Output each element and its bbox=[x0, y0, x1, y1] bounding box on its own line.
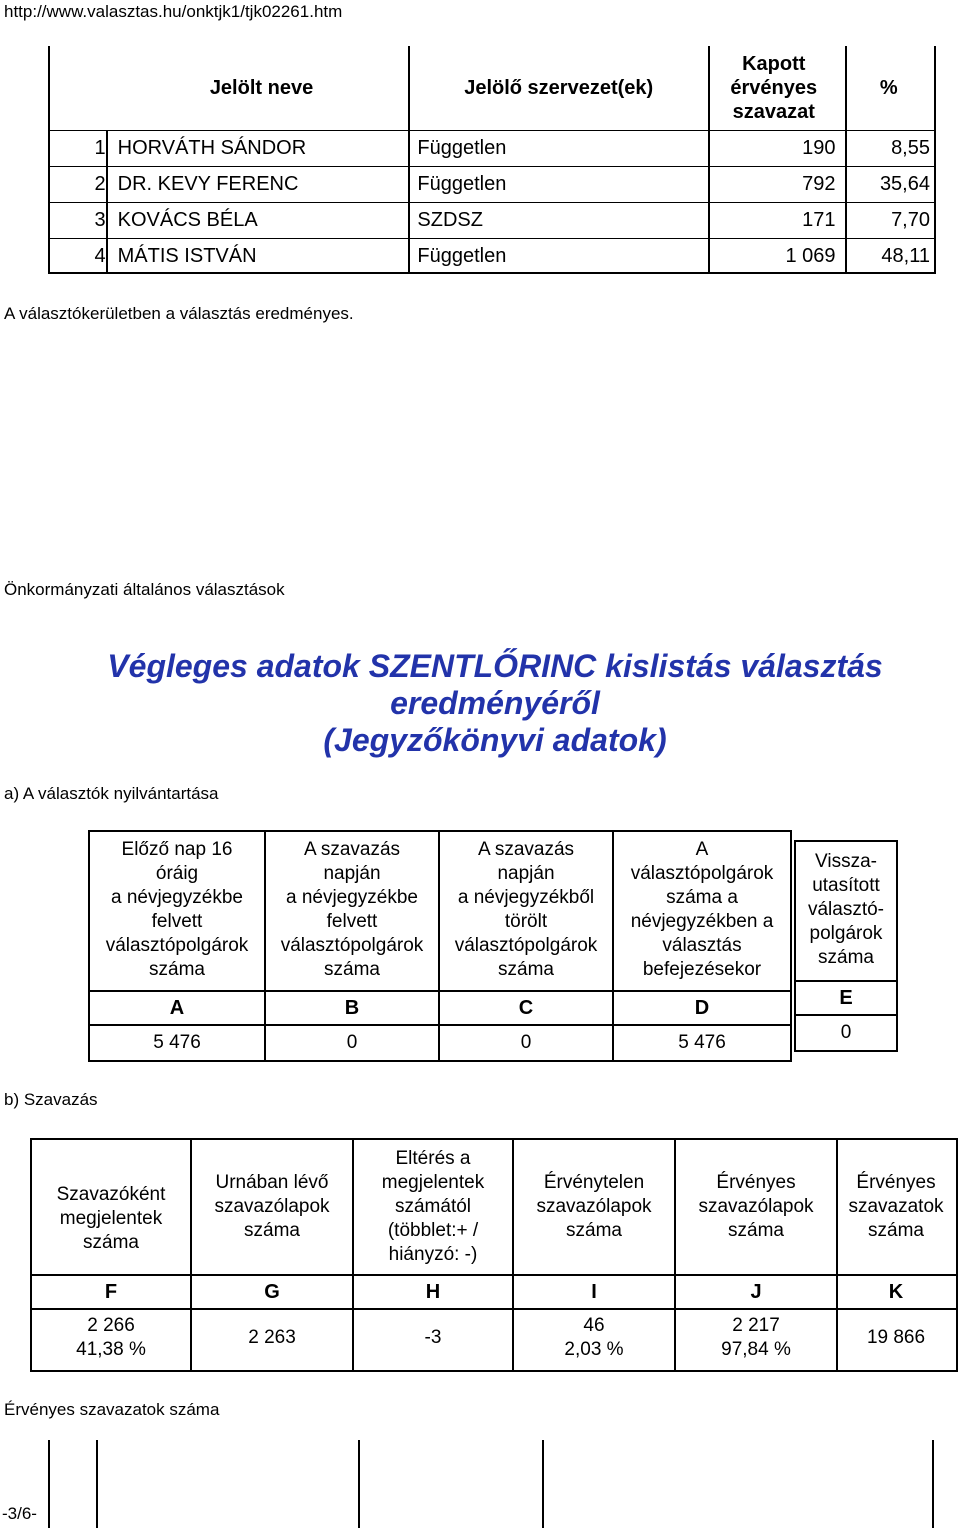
voting-k-desc: Érvényes szavazatok száma bbox=[848, 1172, 944, 1241]
voting-g-desc: Urnában lévő szavazólapok száma bbox=[214, 1172, 330, 1241]
voting-g-label: G bbox=[264, 1281, 280, 1303]
registry-b-label: B bbox=[344, 997, 360, 1019]
voting-k-value: 19 866 bbox=[866, 1327, 926, 1348]
col-header-name: Jelölt neve bbox=[209, 76, 314, 99]
voting-h-value: -3 bbox=[424, 1327, 442, 1348]
page-url: http://www.valasztas.hu/onktjk1/tjk02261.htm bbox=[4, 2, 343, 21]
table-row: 3 KOVÁCS BÉLA SZDSZ 171 7,70 bbox=[48, 203, 936, 239]
table-row: 2 DR. KEVY FERENC Független 792 35,64 bbox=[48, 167, 936, 203]
page-number: -3/6- bbox=[2, 1504, 37, 1523]
registry-c-label: C bbox=[518, 997, 534, 1019]
voting-j-label: J bbox=[750, 1281, 762, 1303]
voting-h-desc: Eltérés a megjelentek számától (többlet:+ / hiányzó: -) bbox=[381, 1148, 485, 1265]
registry-a-value: 5 476 bbox=[153, 1032, 201, 1053]
voting-f-value: 2 266 41,38 % bbox=[76, 1315, 146, 1360]
voting-j-value: 2 217 97,84 % bbox=[721, 1315, 791, 1360]
registry-a-label: A bbox=[169, 997, 185, 1019]
voting-k-label: K bbox=[888, 1281, 904, 1303]
registry-d-label: D bbox=[694, 997, 710, 1019]
registry-e-label: E bbox=[839, 987, 853, 1009]
registry-d-value: 5 476 bbox=[678, 1032, 726, 1053]
registry-c-value: 0 bbox=[520, 1032, 532, 1053]
valid-votes-heading: Érvényes szavazatok száma bbox=[4, 1400, 220, 1419]
voting-i-value: 46 2,03 % bbox=[564, 1315, 624, 1360]
voting-g-value: 2 263 bbox=[248, 1327, 296, 1348]
registry-d-desc: A választópolgárok száma a névjegyzékben a választás befejezésekor bbox=[630, 839, 774, 980]
table-row: 4 MÁTIS ISTVÁN Független 1 069 48,11 bbox=[48, 239, 936, 275]
registry-e-desc: Vissza- utasított választó- polgárok száma bbox=[807, 851, 885, 968]
page-title: Végleges adatok SZENTLŐRINC kislistás választás eredményéről (Jegyzőkönyvi adatok) bbox=[107, 648, 883, 758]
result-note: A választókerületben a választás eredményes. bbox=[4, 304, 354, 323]
voting-h-label: H bbox=[425, 1281, 441, 1303]
col-header-votes: Kapott érvényes szavazat bbox=[730, 53, 818, 123]
voting-j-desc: Érvényes szavazólapok száma bbox=[698, 1172, 814, 1241]
registry-e-value: 0 bbox=[840, 1022, 852, 1043]
results-table bbox=[48, 46, 936, 274]
voting-f-label: F bbox=[104, 1281, 118, 1303]
registry-a-desc: Előző nap 16 óráig a névjegyzékbe felvett választópolgárok száma bbox=[105, 839, 249, 980]
col-header-percent: % bbox=[879, 76, 898, 99]
section-b-heading: b) Szavazás bbox=[4, 1090, 98, 1109]
voting-f-desc: Szavazóként megjelentek száma bbox=[56, 1184, 166, 1253]
voting-i-label: I bbox=[591, 1281, 597, 1303]
voting-i-desc: Érvénytelen szavazólapok száma bbox=[536, 1172, 652, 1241]
registry-b-desc: A szavazás napján a névjegyzékbe felvett választópolgárok száma bbox=[280, 839, 424, 980]
election-type: Önkormányzati általános választások bbox=[4, 580, 285, 599]
col-header-org: Jelölő szervezet(ek) bbox=[464, 76, 654, 99]
section-a-heading: a) A választók nyilvántartása bbox=[4, 784, 219, 803]
registry-c-desc: A szavazás napján a névjegyzékből törölt választópolgárok száma bbox=[454, 839, 598, 980]
table-row: 1 HORVÁTH SÁNDOR Független 190 8,55 bbox=[48, 131, 936, 167]
registry-b-value: 0 bbox=[346, 1032, 358, 1053]
